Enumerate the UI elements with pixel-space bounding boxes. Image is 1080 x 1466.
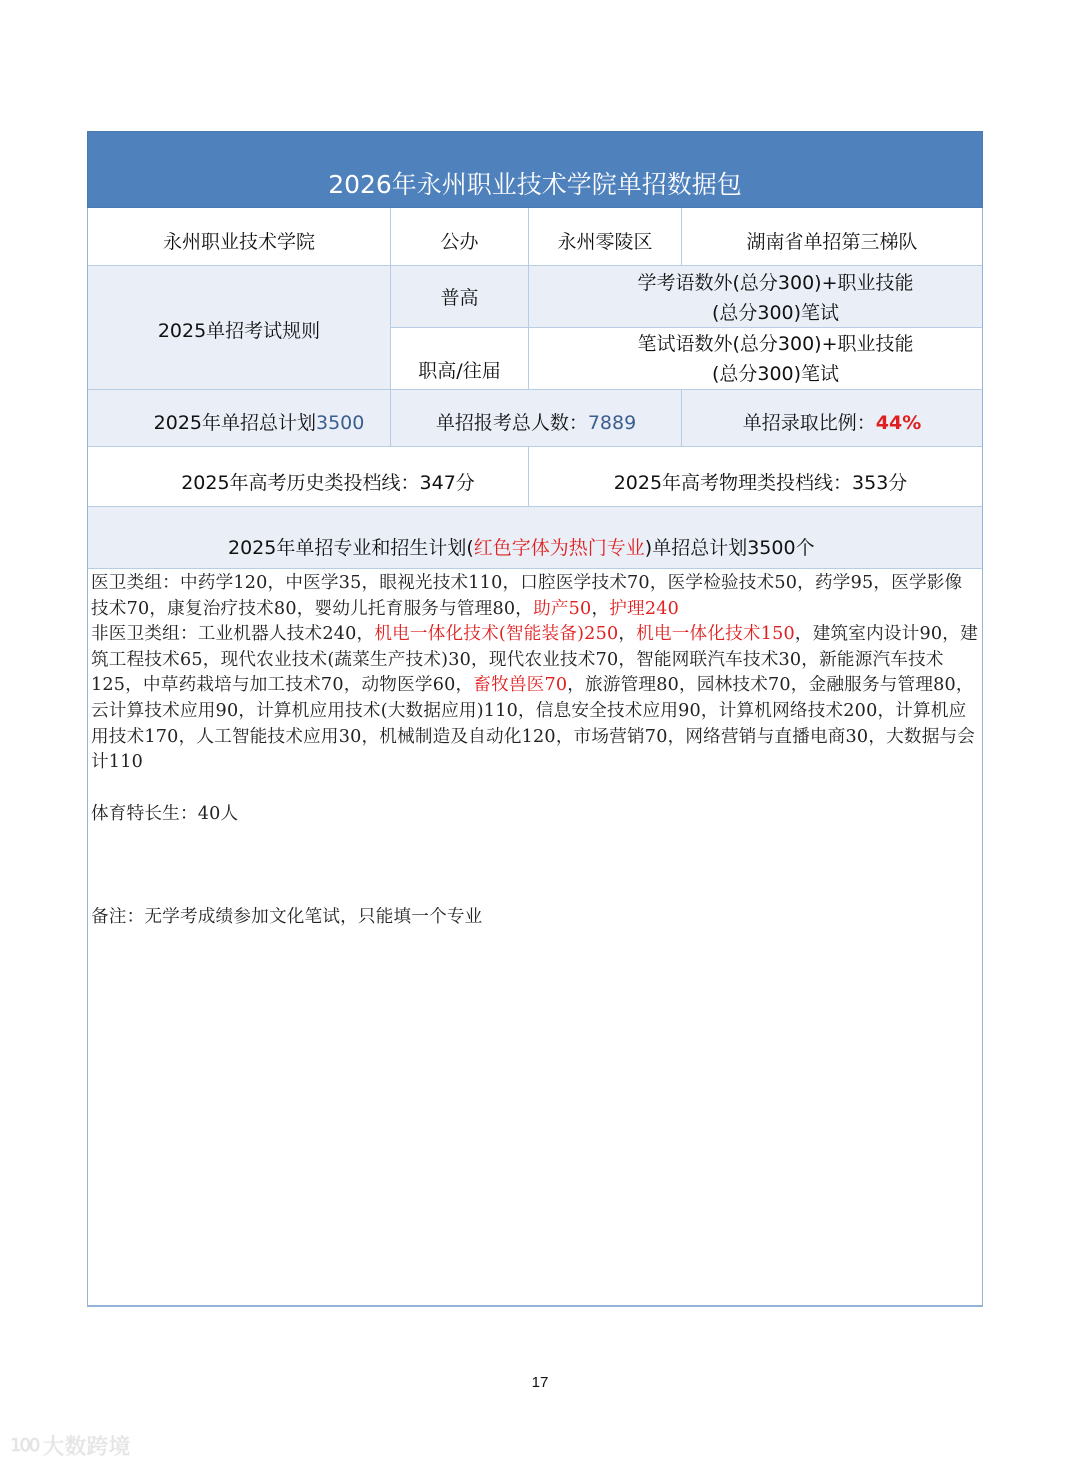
hot-major: 机电一体化技术(智能装备)250 (374, 624, 619, 645)
majors-header (87, 507, 983, 569)
major: 机械制造及自动化120， (379, 726, 574, 747)
major: 中药学120， (179, 573, 286, 593)
watermark-text: 大数跨境 (42, 1435, 131, 1460)
exam-rule-desc-line: 笔试语数外(总分300)+职业技能 (637, 332, 914, 355)
medical-major-list (91, 573, 962, 619)
major: 大数据与会计110 (91, 726, 976, 773)
hot-major: 助产50 (533, 598, 592, 619)
exam-rules-label: 2025单招考试规则 (87, 266, 391, 390)
major: 中草药栽培与加工技术70， (142, 675, 362, 696)
major: 市场营销70， (573, 726, 686, 747)
exam-rule-row (391, 328, 983, 390)
school-info-row (87, 208, 983, 266)
hot-major: 护理240 (609, 598, 680, 619)
total-plan (87, 390, 391, 447)
data-sheet (87, 131, 983, 1307)
total-plan-value: 3500 (316, 412, 365, 434)
non-medical-group-label: 非医卫类组： (91, 624, 198, 645)
tier: 湖南省单招第三梯队 (682, 208, 983, 266)
major: 动物医学60， (361, 675, 474, 696)
page-number: 17 (531, 1374, 549, 1391)
major: 康复治疗技术80， (167, 598, 315, 619)
ratio-value: 44% (875, 412, 922, 434)
major: 旅游管理80， (585, 675, 697, 696)
exam-rule-desc (529, 328, 983, 390)
school-name: 永州职业技术学院 (87, 208, 391, 266)
applicants-value: 7889 (587, 412, 637, 434)
major: 药学95， (814, 573, 892, 593)
total-plan-label: 2025年单招总计划 (153, 412, 316, 434)
hot-major: 机电一体化技术150 (636, 624, 795, 645)
cutoff-row (87, 447, 983, 507)
medical-group-label: 医卫类组： (91, 573, 180, 593)
exam-rule-row (391, 266, 983, 328)
major: ， (618, 624, 637, 645)
major: 金融服务与管理80， (808, 675, 974, 696)
major: 智能网联汽车技术30， (636, 649, 820, 670)
major: 网络营销与直播电商30， (685, 726, 887, 747)
exam-rule-type: 普高 (391, 266, 529, 328)
major: 中医学35， (285, 573, 380, 593)
hot-major: 畜牧兽医70 (473, 675, 568, 696)
physics-cutoff: 2025年高考物理类投档线：353分 (529, 447, 983, 507)
exam-rule-desc-line: (总分300)笔试 (711, 301, 840, 324)
major: 计算机网络技术200， (718, 700, 896, 721)
ratio-label: 单招录取比例： (742, 412, 876, 434)
majors-body (87, 569, 983, 1307)
applicants (391, 390, 682, 447)
admission-ratio (682, 390, 983, 447)
major: 新能源汽车技术125， (91, 649, 944, 696)
major: 医学检验技术50， (667, 573, 815, 593)
location: 永州零陵区 (529, 208, 682, 266)
major: ， (591, 598, 610, 619)
watermark-logo-icon: 100 (10, 1435, 39, 1456)
major: 人工智能技术应用30， (196, 726, 380, 747)
watermark (10, 1430, 130, 1461)
majors-header-highlight: 红色字体为热门专业 (473, 537, 645, 559)
note: 备注：无学考成绩参加文化笔试，只能填一个专业 (91, 907, 483, 928)
major: 云计算技术应用90， (91, 700, 257, 721)
medical-group (91, 571, 980, 622)
majors-header-prefix: 2025年单招专业和招生计划( (228, 537, 474, 559)
major: 计算机应用技术(大数据应用)110， (256, 700, 536, 721)
non-medical-major-list (91, 624, 978, 772)
history-cutoff: 2025年高考历史类投档线：347分 (87, 447, 529, 507)
exam-rule-desc-line: 学考语数外(总分300)+职业技能 (637, 271, 914, 294)
majors-header-suffix: )单招总计划3500个 (644, 537, 815, 559)
major: 工业机器人技术240， (197, 624, 375, 645)
major: 现代农业技术(蔬菜生产技术)30， (220, 649, 489, 670)
major: 口腔医学技术70， (520, 573, 668, 593)
major: 医学影像技术70， (91, 573, 963, 619)
major: 园林技术70， (696, 675, 809, 696)
major: 计算机应用技术170， (91, 700, 967, 747)
major: ， (794, 624, 813, 645)
non-medical-group (91, 622, 980, 776)
ownership: 公办 (391, 208, 529, 266)
major: 建筑室内设计90， (812, 624, 961, 645)
plan-row (87, 390, 983, 447)
major: 建筑工程技术65， (91, 624, 978, 670)
major: 眼视光技术110， (379, 573, 521, 593)
exam-rule-desc-line: (总分300)笔试 (711, 362, 840, 385)
exam-rule-desc (529, 266, 983, 328)
exam-rule-type: 职高/往届 (391, 328, 529, 390)
applicants-label: 单招报考总人数： (435, 412, 588, 434)
major: 信息安全技术应用90， (535, 700, 719, 721)
major: ， (567, 675, 586, 696)
page-title: 2026年永州职业技术学院单招数据包 (87, 131, 983, 208)
sports-quota: 体育特长生：40人 (91, 803, 239, 824)
exam-rules-block (87, 266, 983, 390)
major: 现代农业技术70， (488, 649, 637, 670)
major: 婴幼儿托育服务与管理80， (314, 598, 534, 619)
